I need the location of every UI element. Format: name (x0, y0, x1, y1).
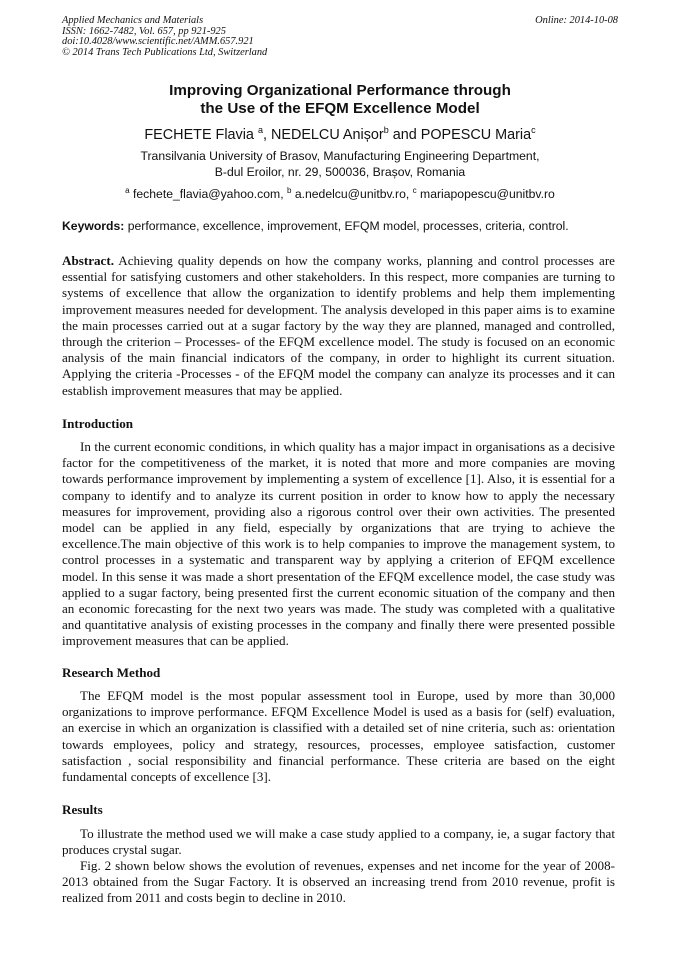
email-b[interactable]: a.nedelcu@unitbv.ro, (291, 187, 413, 202)
journal-copyright: © 2014 Trans Tech Publications Ltd, Switzerland (62, 46, 268, 58)
paper-title (62, 82, 618, 118)
author-list (62, 121, 618, 144)
online-date: Online: 2014-10-08 (535, 15, 618, 26)
results-heading: Results (62, 802, 103, 817)
research-method-text: The EFQM model is the most popular assessment tool in Europe, used by more than 30,000 organizations to improve performance. EFQM Excellence Model is used as a basis for (self) evaluation, an exercise in which an organization is classified with a detailed set of nine criteria, such as: orientation towards employees, policy and strategy, resources, processes, employee satisfaction, customer satisfaction , social responsibility and financial performance. These criteria are based on the eight fundamental concepts of excellence [3]. (62, 688, 615, 785)
results-paragraph-1: To illustrate the method used we will make a case study applied to a company, ie, a sugar factory that produces crystal sugar. (62, 826, 615, 858)
author-3: and POPESCU Maria (388, 126, 532, 143)
affiliation-line-1: Transilvania University of Brasov, Manufacturing Engineering Department, (140, 149, 540, 163)
research-method-heading: Research Method (62, 665, 161, 680)
author-2: , NEDELCU Anișor (262, 126, 384, 143)
author-2-sup: b (383, 125, 389, 135)
email-c-sup: c (412, 186, 417, 195)
introduction-text: In the current economic conditions, in which quality has a major impact in organisations as a decisive factor for the competitiveness of the market, it is noted that more and more companies are moving towards performance improvement by implementing a system of excellence [1]. Also, it is essential for a company to identify and to analyze its current position in order to know how to apply the necessary measures for improvement, providing also a rigorous control over their own activities. The presented model can be applied in any field, especially by organizations that are trying to achieve the excellence.The main objective of this work is to help companies to improve the management system, to control processes in a systematic and transparent way by applying a criterion of EFQM excellence model. In this sense it was made a short presentation of the EFQM excellence model, the case study was applied to a sugar factory, being presented first the current economic situation of the company and then an economic forecasting for the next two years was made. The study was completed with a qualitative and quantitative analysis of existing processes in the company and finally there were presented possible improvement measures that can be applied. (62, 439, 615, 649)
keywords-text: performance, excellence, improvement, EFQM model, processes, criteria, control. (124, 219, 569, 233)
author-emails (62, 183, 618, 202)
introduction-heading: Introduction (62, 416, 134, 431)
affiliation (62, 148, 618, 180)
email-c[interactable]: mariapopescu@unitbv.ro (416, 187, 555, 202)
abstract-label: Abstract. (62, 253, 114, 268)
keywords-label: Keywords: (62, 219, 125, 233)
title-line-1: Improving Organizational Performance through (169, 82, 511, 99)
author-3-sup: c (531, 125, 536, 135)
email-a[interactable]: fechete_flavia@yahoo.com, (129, 187, 287, 202)
results-paragraph-2: Fig. 2 shown below shows the evolution of revenues, expenses and net income for the year of 2008-2013 obtained from the Sugar Factory. It is observed an increasing trend from 2010 revenue, profit is realized from 2011 and costs begin to decline in 2010. (62, 858, 615, 906)
abstract-text: Achieving quality depends on how the company works, planning and control processes are essential for satisfying customers and other stakeholders. In this respect, more companies are turning to systems of excellence that allow the organization to identify problems and help them implementing improvement measures needed for development. The analysis developed in this paper aims is to examine the main processes carried out at a sugar factory by the way they are planned, managed and controlled, through the criterion – Processes- of the EFQM excellence model. The study is focused on an economic analysis of the main financial indicators of the company, in order to highlight its current situation. Applying the criteria -Processes - of the EFQM model the company can analyze its processes and it can establish improvement measures that may be applied. (62, 253, 615, 398)
abstract (62, 253, 615, 399)
author-1: FECHETE Flavia (144, 126, 254, 143)
author-1-sup: a (257, 125, 263, 135)
affiliation-line-2: B-dul Eroilor, nr. 29, 500036, Brașov, Romania (214, 165, 466, 179)
journal-issn: ISSN: 1662-7482, Vol. 657, pp 921-925 (62, 25, 226, 37)
email-b-sup: b (286, 186, 292, 195)
journal-header (62, 16, 618, 58)
journal-name: Applied Mechanics and Materials (62, 15, 204, 26)
journal-doi: doi:10.4028/www.scientific.net/AMM.657.921 (62, 36, 254, 48)
email-a-sup: a (125, 186, 130, 195)
keywords (62, 218, 618, 234)
title-line-2: the Use of the EFQM Excellence Model (200, 100, 480, 117)
